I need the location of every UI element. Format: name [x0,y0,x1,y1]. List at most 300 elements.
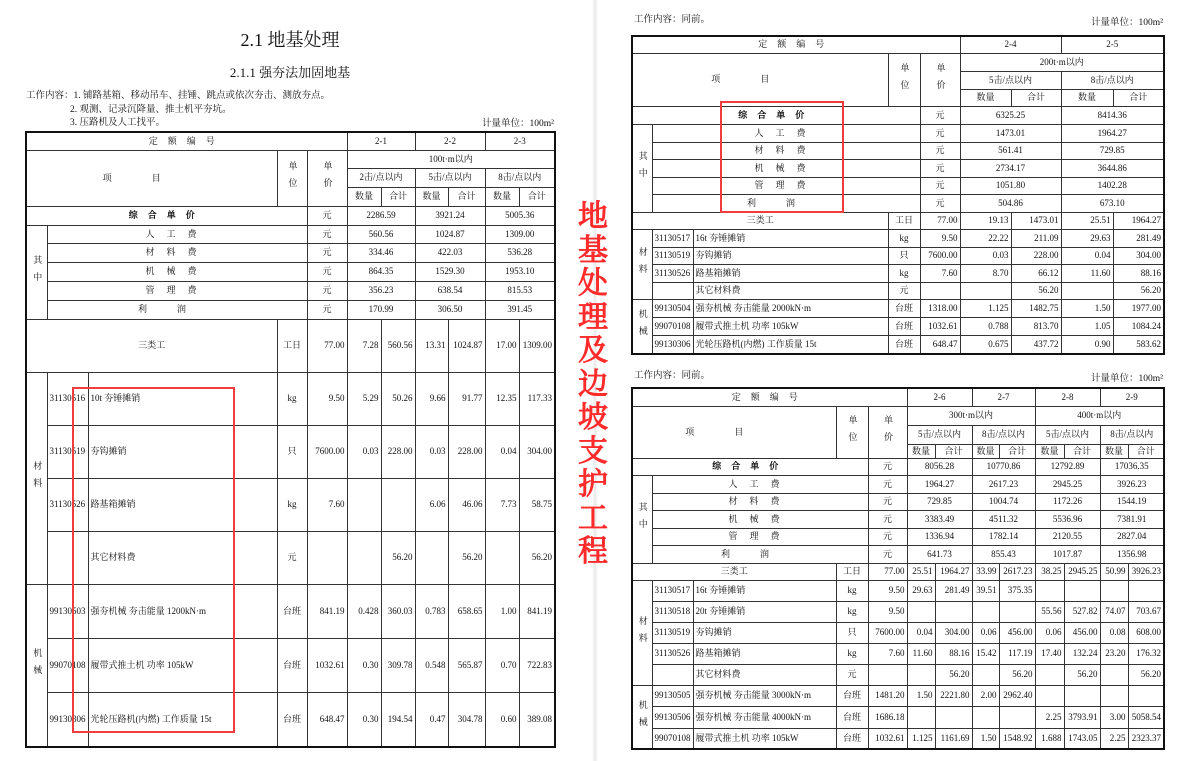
cost-breakdown-value: 5536.96 [1035,510,1100,528]
material-name: 路基箱摊销 [88,478,277,531]
material-name: 夯钩摊销 [693,247,888,264]
quota-code: 2-1 [347,132,415,150]
material-total [935,601,972,622]
cost-breakdown-value: 1964.27 [1061,124,1164,142]
machine-total: 2962.40 [999,685,1035,706]
material-total: 88.16 [935,643,972,664]
material-code: 31130519 [652,247,693,264]
machine-price: 1032.61 [868,728,907,749]
machine-code: 99130503 [47,584,88,638]
blows-per-point: 8击/点以内 [1061,71,1164,89]
labor-qty: 17.00 [485,319,519,372]
cost-breakdown-value: 356.23 [347,281,415,300]
material-qty: 8.70 [960,264,1011,282]
total-header: 合计 [1011,89,1061,106]
material-total [999,601,1035,622]
material-qty: 11.60 [1061,264,1113,282]
material-total: 56.20 [1011,282,1061,299]
material-qty: 55.56 [1035,601,1064,622]
cost-breakdown-value: 3383.49 [907,510,972,528]
cost-breakdown-label: 机械费 [652,159,920,177]
machine-price: 1032.61 [920,317,960,335]
machine-price: 1481.20 [868,685,907,706]
labor-qty: 50.99 [1100,563,1128,580]
material-qty: 0.04 [907,622,935,643]
machine-total: 389.08 [519,692,555,747]
material-price: 7.60 [920,264,960,282]
material-name: 其它材料费 [693,664,836,685]
labor-unit: 工日 [888,212,920,229]
blows-per-point: 5击/点以内 [960,71,1061,89]
machine-total: 658.65 [448,584,485,638]
total-header: 合计 [381,187,415,206]
cost-breakdown-value: 306.50 [415,300,485,319]
material-code: 31130526 [652,264,693,282]
machine-total: 304.78 [448,692,485,747]
machine-qty: 1.50 [972,728,999,749]
material-total: 88.16 [1113,264,1164,282]
material-code: 31130517 [652,229,693,247]
material-price: 9.50 [920,229,960,247]
machine-qty: 1.125 [907,728,935,749]
machine-category-label: 机械 [26,584,47,747]
material-total: 304.00 [1113,247,1164,264]
material-qty: 0.03 [347,425,381,478]
blows-per-point: 5击/点以内 [907,425,972,444]
blows-per-point: 8击/点以内 [972,425,1035,444]
labor-price: 77.00 [920,212,960,229]
total-header: 合计 [1064,444,1100,458]
machine-unit: 台班 [277,692,307,747]
side-annotation: 地基处理及边坡支护工程 [578,199,608,569]
labor-total: 3926.23 [1128,563,1164,580]
cost-breakdown-value: 1051.80 [960,177,1061,194]
material-total: 281.49 [935,580,972,601]
cost-breakdown-value: 1782.14 [972,528,1035,545]
cost-breakdown-label: 管理费 [47,281,307,300]
of-which-label: 其中 [632,124,652,212]
summary-value: 8056.28 [907,458,972,475]
material-qty: 15.42 [972,643,999,664]
material-unit: 只 [836,622,868,643]
cost-breakdown-label: 机械费 [47,262,307,281]
cost-breakdown-value: 815.53 [485,281,555,300]
material-unit: 元 [888,282,920,299]
cost-breakdown-value: 1017.87 [1035,545,1100,563]
material-total: 228.00 [1011,247,1061,264]
qty-header: 数量 [1100,444,1128,458]
cost-breakdown-unit: 元 [307,225,347,243]
material-price: 9.50 [868,580,907,601]
summary-label: 综合单价 [632,458,868,475]
qty-header: 数量 [415,187,448,206]
material-total: 456.00 [1064,622,1100,643]
machine-total: 841.19 [519,584,555,638]
summary-label: 综合单价 [632,106,920,124]
material-qty: 23.20 [1100,643,1128,664]
machine-name: 履带式推土机 功率 105kW [88,638,277,692]
material-total: 56.20 [381,531,415,584]
machine-total: 3793.91 [1064,706,1100,728]
material-qty: 9.66 [415,372,448,425]
material-qty: 74.07 [1100,601,1128,622]
machine-total: 360.03 [381,584,415,638]
material-price: 7.60 [868,643,907,664]
machine-qty: 1.50 [907,685,935,706]
material-total: 176.32 [1128,643,1164,664]
machine-qty [1035,685,1064,706]
material-qty [907,601,935,622]
machine-price: 1318.00 [920,299,960,317]
cost-breakdown-label: 人工费 [47,225,307,243]
total-header: 合计 [999,444,1035,458]
cost-breakdown-value: 1544.19 [1100,493,1164,510]
cost-breakdown-value: 1004.74 [972,493,1035,510]
cost-breakdown-value: 391.45 [485,300,555,319]
material-total: 56.20 [1113,282,1164,299]
subsection-title: 2.1.1 强夯法加固地基 [229,65,351,80]
labor-name: 三类工 [632,212,888,229]
labor-total: 2945.25 [1064,563,1100,580]
material-code [652,282,693,299]
material-unit: kg [836,601,868,622]
cost-breakdown-unit: 元 [920,159,960,177]
material-total: 46.06 [448,478,485,531]
qty-header: 数量 [1035,444,1064,458]
material-price [307,531,347,584]
material-qty: 5.29 [347,372,381,425]
material-name: 10t 夯锤摊销 [88,372,277,425]
machine-total: 583.62 [1113,335,1164,354]
highlight-box-right [720,101,844,213]
material-unit: 元 [277,531,307,584]
quota-code: 2-8 [1035,388,1100,406]
material-unit: kg [888,264,920,282]
work-content-line-1: 工作内容：1. 铺路基箱、移动吊车、挂锤、跳点或依次夯击、测放夯点。 [26,91,331,101]
machine-total: 437.72 [1011,335,1061,354]
machine-qty: 0.675 [960,335,1011,354]
material-total [1128,580,1164,601]
cost-breakdown-unit: 元 [868,545,907,563]
work-content-same: 工作内容：同前。 [634,15,711,25]
material-name: 夯钩摊销 [88,425,277,478]
quota-code: 2-7 [972,388,1035,406]
material-qty: 12.35 [485,372,519,425]
cost-breakdown-unit: 元 [868,493,907,510]
price-header: 单价 [307,150,347,206]
machine-category-label: 机械 [632,685,652,749]
material-total: 304.00 [935,622,972,643]
material-qty: 17.40 [1035,643,1064,664]
material-qty: 29.63 [1061,229,1113,247]
cost-breakdown-value: 729.85 [1061,142,1164,159]
blows-per-point: 2击/点以内 [347,168,415,187]
machine-qty: 0.30 [347,638,381,692]
material-total: 281.49 [1113,229,1164,247]
material-unit: kg [277,478,307,531]
material-category-label: 材料 [632,580,652,685]
blows-per-point: 8击/点以内 [1100,425,1164,444]
total-header: 合计 [935,444,972,458]
labor-unit: 工日 [277,319,307,372]
machine-qty: 1.00 [485,584,519,638]
measure-unit-note: 计量单位：100m² [1091,374,1163,384]
material-name: 16t 夯锤摊销 [693,229,888,247]
energy-group: 200t·m以内 [960,53,1164,71]
cost-breakdown-value: 1402.28 [1061,177,1164,194]
material-total: 56.20 [448,531,485,584]
cost-breakdown-label: 材料费 [47,243,307,262]
material-price: 7600.00 [920,247,960,264]
cost-breakdown-unit: 元 [920,142,960,159]
material-qty: 0.06 [972,622,999,643]
labor-qty: 13.31 [415,319,448,372]
material-unit: kg [836,580,868,601]
machine-qty [1100,685,1128,706]
material-qty [415,531,448,584]
material-category-label: 材料 [26,372,47,584]
material-total [1064,580,1100,601]
machine-unit: 台班 [836,706,868,728]
machine-unit: 台班 [888,317,920,335]
cost-breakdown-value: 7381.91 [1100,510,1164,528]
material-code: 31130519 [47,425,88,478]
cost-breakdown-value: 2120.55 [1035,528,1100,545]
material-qty: 6.06 [415,478,448,531]
price-header: 单价 [868,406,907,458]
energy-group: 400t·m以内 [1035,406,1164,425]
machine-name: 履带式推土机 功率 105kW [693,728,836,749]
unit-header: 单位 [277,150,307,206]
material-name: 路基箱摊销 [693,643,836,664]
machine-qty: 1.05 [1061,317,1113,335]
quota-code: 2-3 [485,132,555,150]
machine-price: 1686.18 [868,706,907,728]
machine-qty: 2.25 [1035,706,1064,728]
material-total: 56.20 [1128,664,1164,685]
material-code: 31130519 [652,622,693,643]
cost-breakdown-label: 材料费 [652,493,868,510]
cost-breakdown-value: 504.86 [960,194,1061,212]
labor-name: 三类工 [26,319,277,372]
material-total: 456.00 [999,622,1035,643]
machine-qty: 0.788 [960,317,1011,335]
machine-total: 1548.92 [999,728,1035,749]
cost-breakdown-unit: 元 [920,177,960,194]
blows-per-point: 5击/点以内 [1035,425,1100,444]
item-header: 项目 [26,150,277,206]
blows-per-point: 8击/点以内 [485,168,555,187]
machine-price: 841.19 [307,584,347,638]
qty-header: 数量 [485,187,519,206]
cost-breakdown-value: 638.54 [415,281,485,300]
material-qty: 22.22 [960,229,1011,247]
cost-breakdown-label: 材料费 [652,142,920,159]
material-qty [1100,580,1128,601]
summary-unit: 元 [920,106,960,124]
material-total: 608.00 [1128,622,1164,643]
machine-total: 1161.69 [935,728,972,749]
material-name: 20t 夯锤摊销 [693,601,836,622]
labor-name: 三类工 [632,563,836,580]
machine-qty: 0.60 [485,692,519,747]
material-unit: kg [836,643,868,664]
cost-breakdown-value: 1356.98 [1100,545,1164,563]
machine-qty [907,706,935,728]
labor-total: 1473.01 [1011,212,1061,229]
qty-header: 数量 [972,444,999,458]
machine-qty: 0.428 [347,584,381,638]
material-total: 66.12 [1011,264,1061,282]
material-unit: 只 [277,425,307,478]
material-code: 31130518 [652,601,693,622]
work-content-line-2: 2. 观测、记录沉降量、推土机平夯坑。 [70,104,232,115]
summary-value: 3921.24 [415,206,485,225]
cost-breakdown-value: 422.03 [415,243,485,262]
labor-qty: 19.13 [960,212,1011,229]
material-total: 56.20 [519,531,555,584]
cost-breakdown-unit: 元 [920,194,960,212]
material-total: 58.75 [519,478,555,531]
cost-breakdown-value: 1024.87 [415,225,485,243]
machine-total: 1084.24 [1113,317,1164,335]
cost-breakdown-label: 利润 [652,194,920,212]
machine-name: 强夯机械 夯击能量 3000kN·m [693,685,836,706]
material-total: 91.77 [448,372,485,425]
material-name: 其它材料费 [693,282,888,299]
material-code: 31130526 [47,478,88,531]
summary-value: 12792.89 [1035,458,1100,475]
item-header: 项目 [632,53,888,106]
machine-total: 2221.80 [935,685,972,706]
material-qty: 0.04 [485,425,519,478]
machine-qty: 1.125 [960,299,1011,317]
cost-breakdown-value: 641.73 [907,545,972,563]
material-qty [972,664,999,685]
cost-breakdown-label: 管理费 [652,528,868,545]
cost-breakdown-value: 561.41 [960,142,1061,159]
cost-breakdown-value: 4511.32 [972,510,1035,528]
machine-unit: 台班 [888,335,920,354]
cost-breakdown-value: 673.10 [1061,194,1164,212]
cost-breakdown-unit: 元 [307,300,347,319]
quota-code-header: 定额编号 [632,388,907,406]
qty-header: 数量 [1061,89,1113,106]
machine-code: 99130306 [47,692,88,747]
machine-total: 1743.05 [1064,728,1100,749]
machine-name: 强夯机械 夯击能量 1200kN·m [88,584,277,638]
labor-qty: 33.99 [972,563,999,580]
labor-price: 77.00 [868,563,907,580]
price-header: 单价 [920,53,960,106]
work-content-same: 工作内容：同前。 [634,371,711,381]
quota-code: 2-2 [415,132,485,150]
cost-breakdown-label: 管理费 [652,177,920,194]
machine-total [1064,685,1100,706]
machine-total: 565.87 [448,638,485,692]
material-qty [485,531,519,584]
labor-total: 2617.23 [999,563,1035,580]
material-name: 路基箱摊销 [693,264,888,282]
machine-unit: 台班 [836,685,868,706]
total-header: 合计 [448,187,485,206]
cost-breakdown-label: 利润 [652,545,868,563]
material-price [868,664,907,685]
material-total: 56.20 [999,664,1035,685]
material-qty: 0.03 [960,247,1011,264]
material-qty [972,601,999,622]
labor-qty: 25.51 [1061,212,1113,229]
machine-category-label: 机械 [632,299,652,354]
machine-total: 1482.75 [1011,299,1061,317]
material-total: 56.20 [935,664,972,685]
cost-breakdown-value: 1473.01 [960,124,1061,142]
unit-header: 单位 [888,53,920,106]
material-price: 9.50 [868,601,907,622]
cost-breakdown-value: 3644.86 [1061,159,1164,177]
machine-qty: 0.783 [415,584,448,638]
quota-code-header: 定额编号 [26,132,347,150]
cost-breakdown-value: 1172.26 [1035,493,1100,510]
machine-qty [972,706,999,728]
qty-header: 数量 [960,89,1011,106]
material-category-label: 材料 [632,229,652,299]
summary-value: 17036.35 [1100,458,1164,475]
material-qty [960,282,1011,299]
machine-name: 强夯机械 夯击能量 2000kN·m [693,299,888,317]
material-qty [907,664,935,685]
machine-qty: 0.47 [415,692,448,747]
material-unit: kg [277,372,307,425]
machine-qty: 2.25 [1100,728,1128,749]
quota-code-header: 定额编号 [632,36,960,53]
material-name: 夯钩摊销 [693,622,836,643]
cost-breakdown-label: 人工费 [652,475,868,493]
machine-name: 强夯机械 夯击能量 4000kN·m [693,706,836,728]
cost-breakdown-unit: 元 [868,475,907,493]
material-total: 50.26 [381,372,415,425]
machine-code: 99070108 [652,317,693,335]
material-price: 9.50 [307,372,347,425]
qty-header: 数量 [907,444,935,458]
cost-breakdown-value: 3926.23 [1100,475,1164,493]
labor-total: 1964.27 [1113,212,1164,229]
cost-breakdown-value: 729.85 [907,493,972,510]
material-total: 117.33 [519,372,555,425]
labor-total: 560.56 [381,319,415,372]
material-price [920,282,960,299]
quota-table-2-6-to-2-9 [631,387,1165,750]
cost-breakdown-value: 2945.25 [1035,475,1100,493]
measure-unit-note: 计量单位：100m² [1091,18,1163,28]
summary-value: 5005.36 [485,206,555,225]
machine-qty: 0.90 [1061,335,1113,354]
material-qty: 29.63 [907,580,935,601]
machine-qty: 1.50 [1061,299,1113,317]
quota-code: 2-5 [1061,36,1164,53]
cost-breakdown-label: 机械费 [652,510,868,528]
labor-qty: 7.28 [347,319,381,372]
machine-qty: 0.70 [485,638,519,692]
machine-total: 5058.54 [1128,706,1164,728]
cost-breakdown-label: 人工费 [652,124,920,142]
material-qty: 7.73 [485,478,519,531]
material-qty: 0.08 [1100,622,1128,643]
machine-code: 99130504 [652,299,693,317]
material-qty [1100,664,1128,685]
material-qty [347,478,381,531]
summary-value: 2286.59 [347,206,415,225]
